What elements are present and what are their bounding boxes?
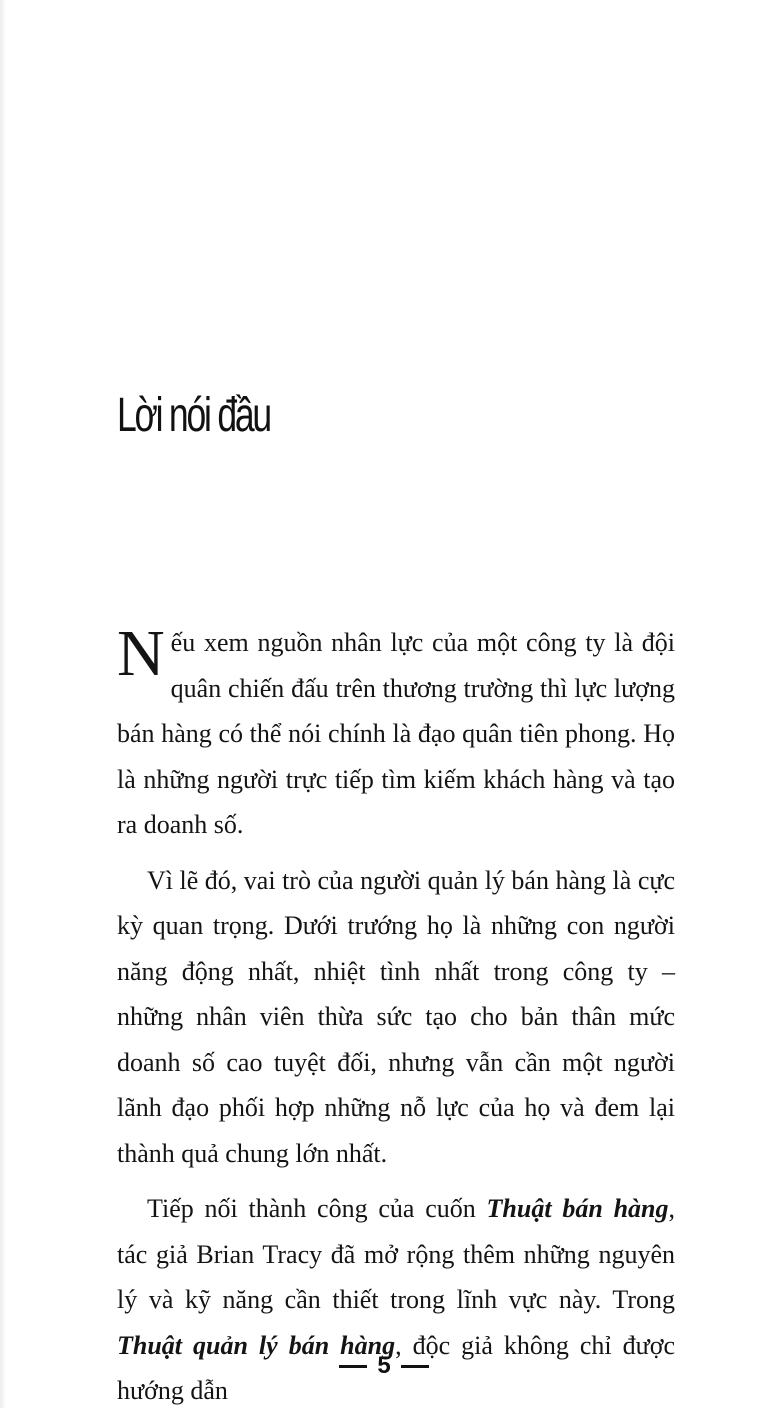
paragraph-2 — [117, 858, 675, 1177]
right-dash — [401, 1365, 429, 1368]
paragraph-3-text-3: , độc giả không chỉ được hướng dẫn — [117, 1330, 676, 1405]
paragraph-3-text-1: Tiếp nối thành công của cuốn — [147, 1194, 487, 1223]
drop-cap: N — [117, 617, 165, 690]
left-dash — [339, 1365, 367, 1368]
spine-shadow — [0, 0, 6, 1408]
page-number: 5 — [377, 1352, 391, 1379]
paragraph-1 — [117, 617, 675, 848]
book-title-sales-management: Thuật quản lý bán hàng — [117, 1330, 396, 1360]
chapter-title: Lời nói đầu — [117, 389, 270, 442]
body-text — [117, 617, 676, 1424]
paragraph-1-text: ếu xem nguồn nhân lực của một công ty là đội quân chiến đấu trên thương trường thì lực lượng bán hàng có thể nói chính là đạo quân tiên phong. Họ là những người trực tiếp tìm kiếm khách hàng và tạo ra doanh số. — [117, 628, 675, 839]
paragraph-3-text-2: , tác giả Brian Tracy đã mở rộng thêm những nguyên lý và kỹ năng cần thiết trong lĩnh vực này. Trong — [117, 1194, 675, 1314]
paragraph-2-text: Vì lẽ đó, vai trò của người quản lý bán hàng là cực kỳ quan trọng. Dưới trướng họ là những con người năng động nhất, nhiệt tình nhất trong công ty – những nhân viên thừa sức tạo cho bản thân mức doanh số cao tuyệt đối, nhưng vẫn cần một người lãnh đạo phối hợp những nỗ lực của họ và đem lại thành quả chung lớn nhất. — [117, 865, 675, 1168]
book-title-sales: Thuật bán hàng — [486, 1194, 669, 1223]
page-footer — [0, 1352, 768, 1380]
